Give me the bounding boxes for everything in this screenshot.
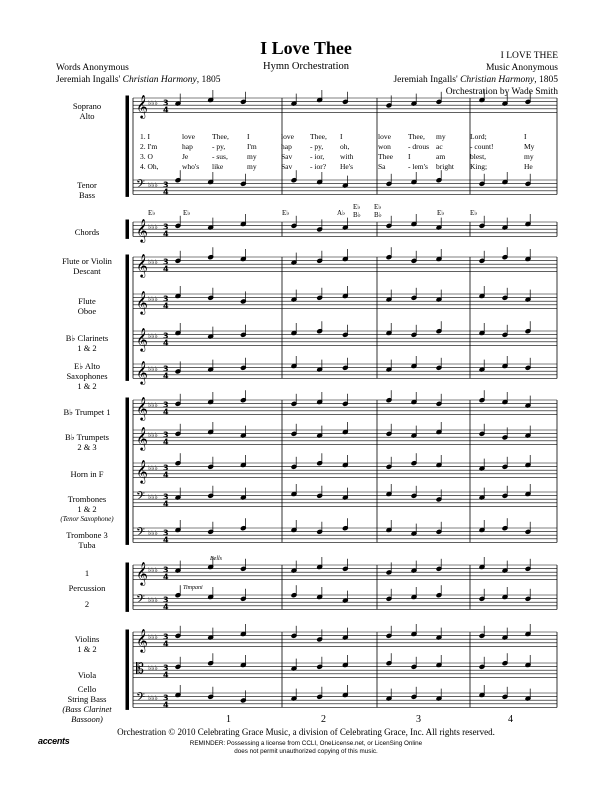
key-signature-icon: ♭♭♭ <box>148 223 158 231</box>
license-reminder: REMINDER: Possessing a license from CCLI, OneLicense.net, or LicenSing Online does not permit unauthorized copying of this music. <box>189 740 423 755</box>
time-signature-icon: 3 <box>163 364 169 374</box>
time-signature-icon: 4 <box>163 670 169 680</box>
time-signature-icon: 3 <box>163 430 169 440</box>
measure-number: 1 <box>226 714 231 725</box>
treble-clef-icon: 𝄞 <box>136 628 148 652</box>
lyric-syllable: - py, <box>212 142 226 151</box>
time-signature-icon: 4 <box>163 535 169 545</box>
key-signature-icon: ♭♭♭ <box>148 401 158 409</box>
key-signature-icon: ♭♭♭ <box>148 464 158 472</box>
chord-symbol: E♭ <box>374 203 382 211</box>
key-signature-icon: ♭♭♭ <box>148 633 158 641</box>
label-percussion-2: 2 <box>84 599 90 609</box>
time-signature-icon: 4 <box>163 639 169 649</box>
lyric-syllable: I'm <box>247 142 257 151</box>
time-signature-icon: 4 <box>163 229 169 239</box>
lyric-syllable: - py, <box>310 142 324 151</box>
words-source: Jeremiah Ingalls' Christian Harmony, 1805 <box>56 75 221 85</box>
lyric-syllable: am <box>436 152 446 161</box>
chord-symbol: B♭ <box>374 211 382 219</box>
lyric-syllable: love <box>182 132 195 141</box>
label-violins: Violins 1 & 2 <box>74 634 100 654</box>
lyric-syllable: oh, <box>340 142 350 151</box>
lyric-syllable: hap <box>281 142 292 151</box>
time-signature-icon: 3 <box>163 595 169 605</box>
lyric-syllable: I <box>247 132 250 141</box>
bells-cue: Bells <box>210 556 222 562</box>
lyric-syllable: 3. O <box>140 152 153 161</box>
time-signature-icon: 3 <box>163 492 169 502</box>
treble-clef-icon: 𝄞 <box>136 94 148 118</box>
lyric-syllable: bright <box>436 162 454 171</box>
lyric-syllable: He <box>524 162 533 171</box>
time-signature-icon: 3 <box>163 693 169 703</box>
time-signature-icon: 4 <box>163 602 169 612</box>
label-flute-oboe: Flute Oboe <box>77 296 97 316</box>
lyric-syllable: King; <box>470 162 488 171</box>
lyric-syllable: - ior, <box>310 152 325 161</box>
treble-clef-icon: 𝄞 <box>136 327 148 351</box>
lyric-syllable: Thee, <box>310 132 327 141</box>
lyric-syllable: 1. I <box>140 132 150 141</box>
lyric-syllable: - lem's <box>408 162 428 171</box>
time-signature-icon: 4 <box>163 187 169 197</box>
time-signature-icon: 4 <box>163 407 169 417</box>
copyright-notice: Orchestration © 2010 Celebrating Grace Music, a division of Celebrating Grace, Inc. All rights reserved. <box>117 727 495 737</box>
chord-symbol: E♭ <box>282 209 290 217</box>
bass-clef-icon: 𝄢 <box>136 691 146 707</box>
time-signature-icon: 4 <box>163 700 169 710</box>
lyric-syllable: my <box>247 162 257 171</box>
lyric-syllable: like <box>212 162 224 171</box>
label-alto-saxophones: E♭ Alto Saxophones 1 & 2 <box>66 361 108 391</box>
words-credit: Words Anonymous <box>56 63 129 73</box>
key-signature-icon: ♭♭♭ <box>148 431 158 439</box>
lyric-syllable: my <box>247 152 257 161</box>
label-horn: Horn in F <box>70 469 104 479</box>
label-percussion-1: 1 <box>84 568 90 578</box>
key-signature-icon: ♭♭♭ <box>148 365 158 373</box>
treble-clef-icon: 𝄞 <box>136 561 148 585</box>
measure-number: 4 <box>508 714 513 725</box>
timpani-cue: Timpani <box>183 585 203 591</box>
key-signature-icon: ♭♭♭ <box>148 664 158 672</box>
time-signature-icon: 3 <box>163 663 169 673</box>
lyric-syllable: - drous <box>408 142 430 151</box>
key-signature-icon: ♭♭♭ <box>148 596 158 604</box>
label-chords: Chords <box>74 227 100 237</box>
lyric-syllable: I <box>340 132 343 141</box>
chord-symbol: E♭ <box>183 209 191 217</box>
alto-clef-icon: 𝄡 <box>136 661 144 677</box>
time-signature-icon: 3 <box>163 98 169 108</box>
time-signature-icon: 3 <box>163 257 169 267</box>
lyric-syllable: Thee <box>378 152 393 161</box>
treble-clef-icon: 𝄞 <box>136 360 148 384</box>
key-signature-icon: ♭♭♭ <box>148 99 158 107</box>
lyric-syllable: - sus, <box>212 152 228 161</box>
label-tenor-bass: Tenor Bass <box>77 180 97 200</box>
lyric-syllable: 2. I'm <box>140 142 158 151</box>
time-signature-icon: 3 <box>163 632 169 642</box>
measure-number: 2 <box>321 714 326 725</box>
music-credit: Music Anonymous <box>485 63 558 73</box>
time-signature-icon: 4 <box>163 499 169 509</box>
lyric-syllable: ac <box>436 142 443 151</box>
bass-clef-icon: 𝄢 <box>136 178 146 194</box>
key-signature-icon: ♭♭♭ <box>148 332 158 340</box>
time-signature-icon: 3 <box>163 222 169 232</box>
time-signature-icon: 3 <box>163 294 169 304</box>
key-signature-icon: ♭♭♭ <box>148 493 158 501</box>
lyric-syllable: My <box>524 142 535 151</box>
label-percussion: Percussion <box>68 583 106 593</box>
time-signature-icon: 3 <box>163 331 169 341</box>
lyric-syllable: 4. Oh, <box>140 162 159 171</box>
treble-clef-icon: 𝄞 <box>136 426 148 450</box>
chord-symbol: E♭ <box>437 209 445 217</box>
lyric-syllable: - ior? <box>310 162 327 171</box>
chord-symbol: E♭ <box>353 203 361 211</box>
lyric-syllable: won <box>378 142 391 151</box>
time-signature-icon: 4 <box>163 437 169 447</box>
lyric-syllable: who's <box>182 162 200 171</box>
orchestrator-credit: Orchestration by Wade Smith <box>445 87 558 97</box>
time-signature-icon: 3 <box>163 463 169 473</box>
time-signature-icon: 4 <box>163 105 169 115</box>
time-signature-icon: 4 <box>163 264 169 274</box>
label-trumpets-2-3: B♭ Trumpets 2 & 3 <box>65 432 109 452</box>
chord-symbol: E♭ <box>148 209 156 217</box>
time-signature-icon: 4 <box>163 338 169 348</box>
time-signature-icon: 3 <box>163 565 169 575</box>
treble-clef-icon: 𝄞 <box>136 290 148 314</box>
key-signature-icon: ♭♭♭ <box>148 529 158 537</box>
time-signature-icon: 3 <box>163 180 169 190</box>
key-signature-icon: ♭♭♭ <box>148 295 158 303</box>
treble-clef-icon: 𝄞 <box>136 218 148 242</box>
lyric-syllable: Thee, <box>212 132 229 141</box>
label-viola: Viola <box>77 670 97 680</box>
label-clarinets: B♭ Clarinets 1 & 2 <box>65 333 109 353</box>
label-soprano-alto: Soprano Alto <box>72 101 102 121</box>
label-trumpet-1: B♭ Trumpet 1 <box>63 407 111 417</box>
key-signature-icon: ♭♭♭ <box>148 181 158 189</box>
key-signature-icon: ♭♭♭ <box>148 694 158 702</box>
lyric-syllable: blest, <box>470 152 487 161</box>
key-signature-icon: ♭♭♭ <box>148 258 158 266</box>
label-flute-violin: Flute or Violin Descant <box>62 256 112 276</box>
publisher-logo: accents <box>38 736 70 746</box>
bass-clef-icon: 𝄢 <box>136 490 146 506</box>
lyric-syllable: Thee, <box>408 132 425 141</box>
lyric-syllable: love <box>378 132 391 141</box>
time-signature-icon: 3 <box>163 400 169 410</box>
lyric-syllable: Lord; <box>470 132 487 141</box>
label-trombones: Trombones 1 & 2 (Tenor Saxophone) <box>60 494 114 523</box>
label-trombone3-tuba: Trombone 3 Tuba <box>66 530 108 550</box>
lyric-syllable: I <box>408 152 411 161</box>
chord-symbol: B♭ <box>353 211 361 219</box>
lyric-syllable: - count! <box>470 142 494 151</box>
lyric-syllable: Sav <box>281 162 293 171</box>
song-title: I Love Thee <box>260 38 352 58</box>
time-signature-icon: 3 <box>163 528 169 538</box>
lyric-syllable: Sa <box>378 162 386 171</box>
lyric-syllable: my <box>524 152 534 161</box>
bass-clef-icon: 𝄢 <box>136 526 146 542</box>
lyric-syllable: I <box>524 132 527 141</box>
music-source: Jeremiah Ingalls' Christian Harmony, 1805 <box>393 75 558 85</box>
label-cello-bass: Cello String Bass (Bass Clarinet Bassoon) <box>62 684 112 724</box>
lyric-syllable: Je <box>182 152 189 161</box>
time-signature-icon: 4 <box>163 470 169 480</box>
time-signature-icon: 4 <box>163 371 169 381</box>
lyric-syllable: hap <box>182 142 193 151</box>
subtitle: Hymn Orchestration <box>262 61 350 72</box>
treble-clef-icon: 𝄞 <box>136 253 148 277</box>
lyric-syllable: He's <box>340 162 354 171</box>
chord-symbol: A♭ <box>337 209 346 217</box>
key-signature-icon: ♭♭♭ <box>148 566 158 574</box>
lyric-syllable: with <box>340 152 354 161</box>
lyric-syllable: my <box>436 132 446 141</box>
chord-symbol: E♭ <box>470 209 478 217</box>
treble-clef-icon: 𝄞 <box>136 396 148 420</box>
lyric-syllable: love <box>281 132 294 141</box>
time-signature-icon: 4 <box>163 572 169 582</box>
measure-number: 3 <box>416 714 421 725</box>
tune-name: I LOVE THEE <box>500 51 558 61</box>
lyric-syllable: Sav <box>281 152 293 161</box>
treble-clef-icon: 𝄞 <box>136 459 148 483</box>
time-signature-icon: 4 <box>163 301 169 311</box>
bass-clef-icon: 𝄢 <box>136 593 146 609</box>
